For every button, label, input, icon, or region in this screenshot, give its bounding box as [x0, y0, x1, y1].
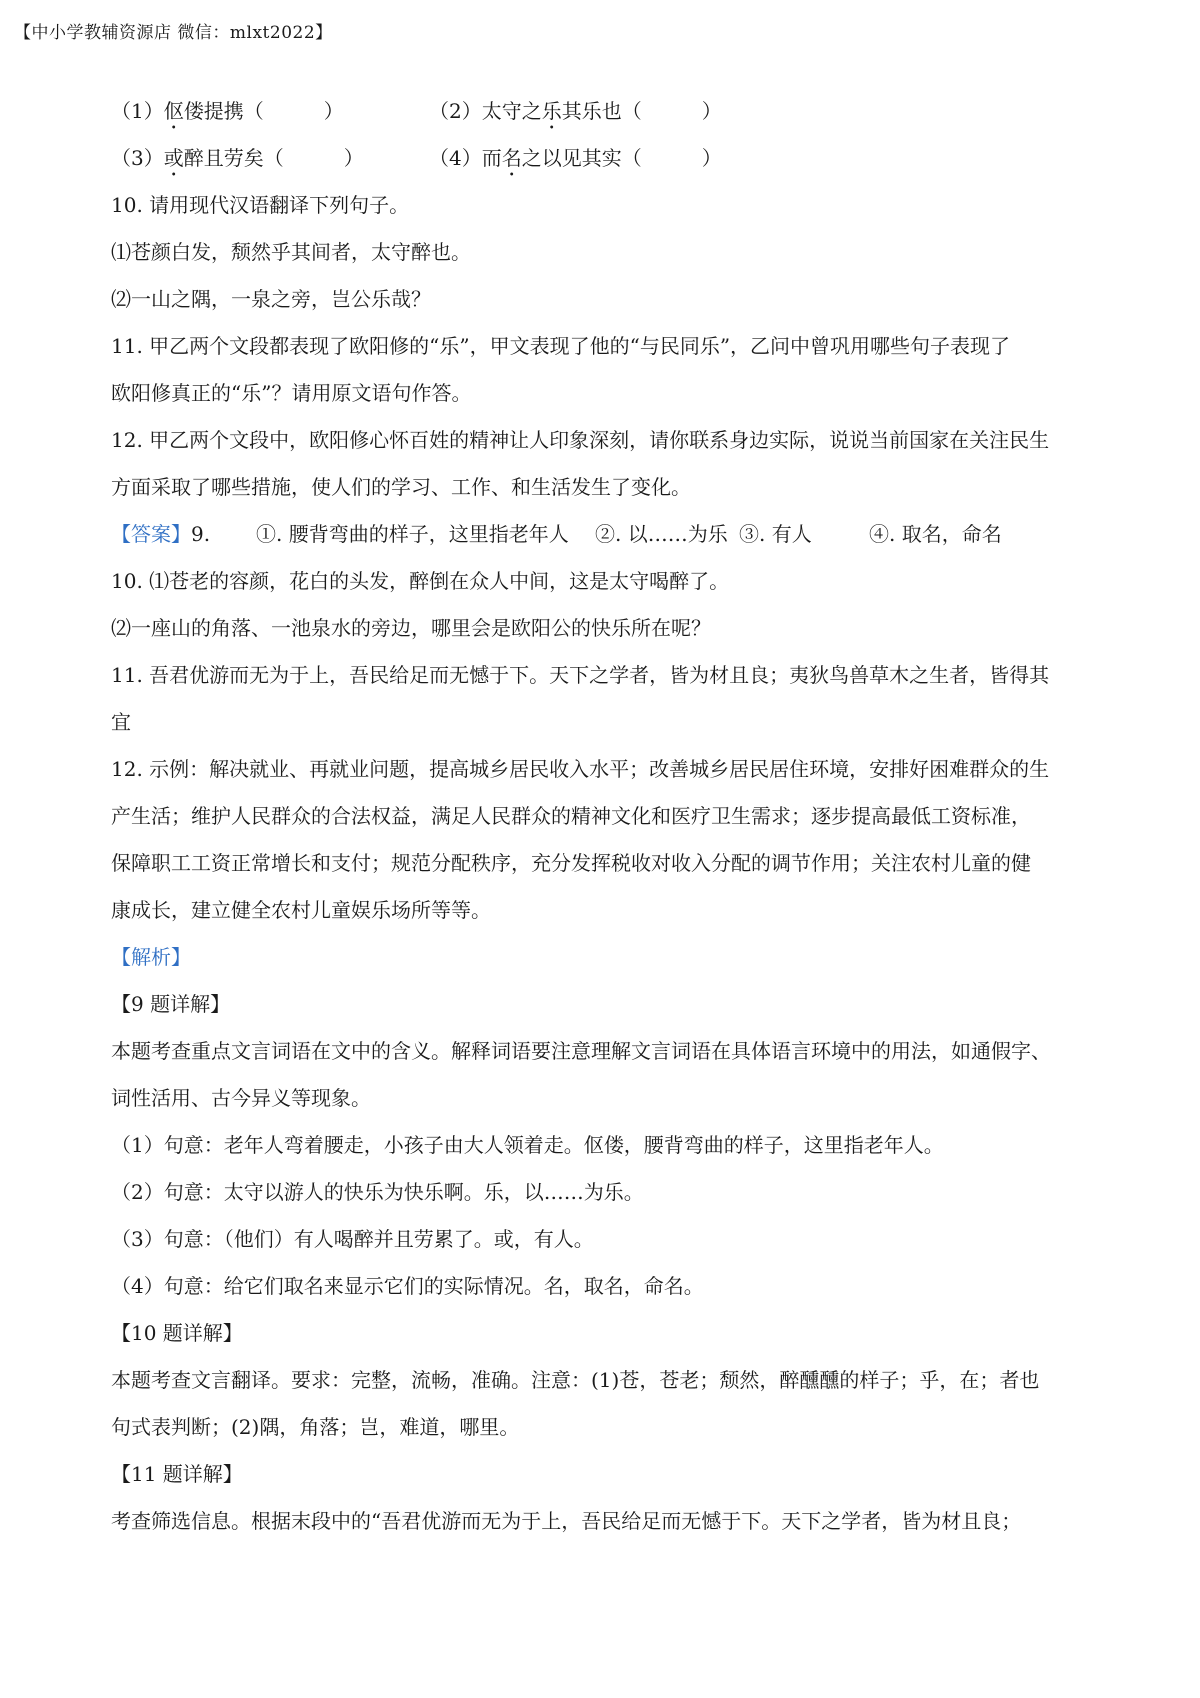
document-body: [111, 88, 1101, 1545]
analysis-heading-9: 【9 题详解】: [111, 992, 231, 1016]
answer-12-line-2: 产生活；维护人民群众的合法权益，满足人民群众的精神文化和医疗卫生需求；逐步提高最低工资标准，: [111, 804, 1031, 828]
answer-12-line-3: 保障职工工资正常增长和支付；规范分配秩序，充分发挥税收对收入分配的调节作用；关注农村儿童的健: [111, 851, 1031, 875]
answer-12-line-1: 12. 示例：解决就业、再就业问题，提高城乡居民收入水平；改善城乡居民居住环境，安排好困难群众的生: [111, 757, 1050, 781]
analysis-11-line-1: 考查筛选信息。根据末段中的“吾君优游而无为于上，吾民给足而无憾于下。天下之学者，皆为材且良；: [111, 1509, 1022, 1533]
answer-11-line-2: 宜: [111, 710, 131, 734]
question-12-line-2: 方面采取了哪些措施，使人们的学习、工作、和生活发生了变化。: [111, 475, 691, 499]
answer-10-2: ⑵一座山的角落、一池泉水的旁边，哪里会是欧阳公的快乐所在呢？: [111, 616, 711, 640]
emphasis-word: 乐: [541, 99, 562, 123]
answer-11-line-1: 11. 吾君优游而无为于上，吾民给足而无憾于下。天下之学者，皆为材且良；夷狄鸟兽草木之生者，皆得其: [111, 663, 1050, 687]
question-11-line-1: 11. 甲乙两个文段都表现了欧阳修的“乐”，甲文表现了他的“与民同乐”，乙问中曾巩用哪些句子表现了: [111, 334, 1011, 358]
analysis-9-item-3: （3）句意：（他们）有人喝醉并且劳累了。或，有人。: [111, 1227, 594, 1251]
answer-9-row: [111, 511, 1101, 558]
analysis-9-line-2: 词性活用、古今异义等现象。: [111, 1086, 371, 1110]
question-11-line-2: 欧阳修真正的“乐”？请用原文语句作答。: [111, 381, 472, 405]
analysis-9-line-1: 本题考查重点文言词语在文中的含义。解释词语要注意理解文言词语在具体语言环境中的用法，如通假字、: [111, 1039, 1051, 1063]
question-10-1: ⑴苍颜白发，颓然乎其间者，太守醉也。: [111, 240, 471, 264]
analysis-10-line-1: 本题考查文言翻译。要求：完整，流畅，准确。注意：(1)苍，苍老；颓然，醉醺醺的样子；乎，在；者也: [111, 1368, 1040, 1392]
q9-option-1: （1）伛偻提携（ ）: [111, 99, 344, 123]
q9-options-row-2: [111, 135, 1101, 182]
q9-option-3: （3）或醉且劳矣（ ）: [111, 146, 364, 170]
analysis-9-item-1: （1）句意：老年人弯着腰走，小孩子由大人领着走。伛偻，腰背弯曲的样子，这里指老年人。: [111, 1133, 944, 1157]
analysis-label: 【解析】: [111, 945, 191, 969]
q9-options-row-1: [111, 88, 1101, 135]
answer-10-1: 10. ⑴苍老的容颜，花白的头发，醉倒在众人中间，这是太守喝醉了。: [111, 569, 730, 593]
answer-12-line-4: 康成长，建立健全农村儿童娱乐场所等等。: [111, 898, 491, 922]
analysis-heading-10: 【10 题详解】: [111, 1321, 243, 1345]
emphasis-word: 名: [501, 146, 522, 170]
answer-label: 【答案】: [111, 522, 191, 546]
analysis-9-item-2: （2）句意：太守以游人的快乐为快乐啊。乐，以……为乐。: [111, 1180, 644, 1204]
answer-9-4: ④. 取名，命名: [869, 522, 1002, 546]
answer-9-2: ②. 以……为乐: [595, 522, 728, 546]
answer-9-3: ③. 有人: [739, 522, 812, 546]
emphasis-word: 或: [163, 146, 184, 170]
answer-9-1: ①. 腰背弯曲的样子，这里指老年人: [256, 522, 569, 546]
watermark: 【中小学教辅资源店 微信：mlxt2022】: [14, 23, 333, 43]
question-10-2: ⑵一山之隅，一泉之旁，岂公乐哉？: [111, 287, 431, 311]
answer-num: 9.: [191, 522, 211, 546]
q9-option-2: （2）太守之乐其乐也（ ）: [429, 99, 722, 123]
q9-option-4: （4）而名之以见其实（ ）: [429, 146, 722, 170]
emphasis-word: 伛: [163, 99, 184, 123]
analysis-10-line-2: 句式表判断；(2)隅，角落；岂，难道，哪里。: [111, 1415, 520, 1439]
question-12-line-1: 12. 甲乙两个文段中，欧阳修心怀百姓的精神让人印象深刻，请你联系身边实际，说说当前国家在关注民生: [111, 428, 1050, 452]
analysis-heading-11: 【11 题详解】: [111, 1462, 243, 1486]
analysis-9-item-4: （4）句意：给它们取名来显示它们的实际情况。名，取名，命名。: [111, 1274, 704, 1298]
question-10: 10. 请用现代汉语翻译下列句子。: [111, 193, 410, 217]
